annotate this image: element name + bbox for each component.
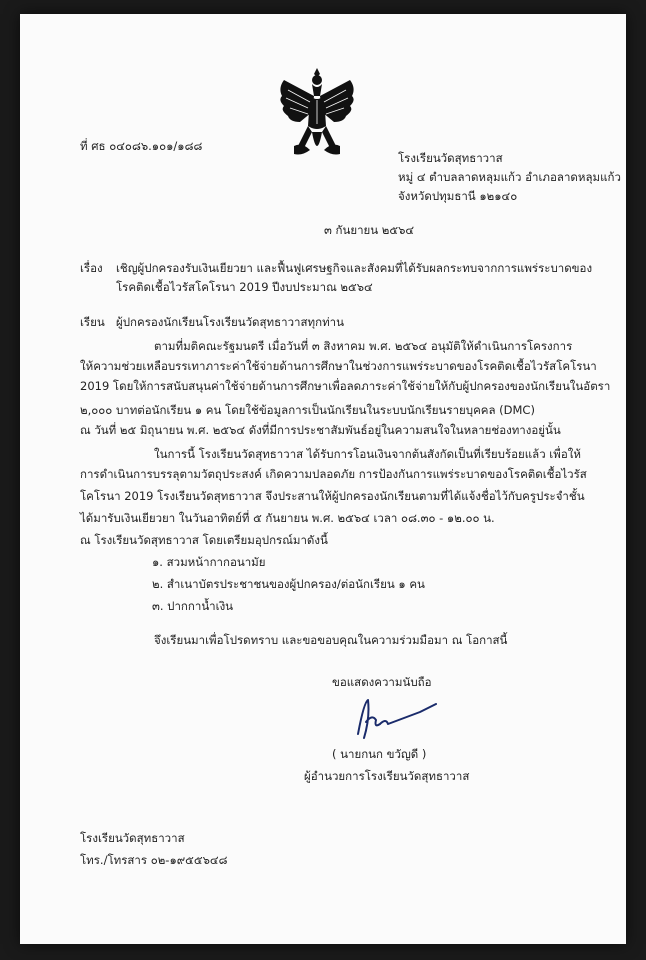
to-recipient: ผู้ปกครองนักเรียนโรงเรียนวัดสุทธาวาสทุกท่าน — [116, 315, 344, 329]
para2-line: ณ โรงเรียนวัดสุทธาวาส โดยเตรียมอุปกรณ์มาดังนี้ — [80, 533, 328, 547]
item-list-entry: ๓. ปากกาน้ำเงิน — [152, 599, 234, 613]
signature-icon — [350, 694, 440, 742]
letter-page — [20, 14, 626, 944]
para1-line: ให้ความช่วยเหลือบรรเทาภาระค่าใช้จ่ายด้านการศึกษาในช่วงการแพร่ระบาดของโรคติดเชื้อไวรัสโคโรนา — [80, 359, 597, 373]
footer-school-name: โรงเรียนวัดสุทธาวาส — [80, 831, 185, 845]
sender-address-line2: จังหวัดปทุมธานี ๑๒๑๔๐ — [398, 189, 518, 203]
para1-line: ๒,๐๐๐ บาทต่อนักเรียน ๑ คน โดยใช้ข้อมูลการเป็นนักเรียนในระบบนักเรียนรายบุคคล (DMC) — [80, 403, 535, 417]
para1-line: ตามที่มติคณะรัฐมนตรี เมื่อวันที่ ๓ สิงหาคม พ.ศ. ๒๕๖๔ อนุมัติให้ดำเนินการโครงการ — [154, 339, 573, 353]
sender-school-name: โรงเรียนวัดสุทธาวาส — [398, 151, 503, 165]
item-list-entry: ๒. สำเนาบัตรประชาชนของผู้ปกครอง/ต่อนักเรียน ๑ คน — [152, 577, 425, 591]
to-label: เรียน — [80, 315, 105, 329]
item-list-entry: ๑. สวมหน้ากากอนามัย — [152, 555, 266, 569]
closing-sentence: จึงเรียนมาเพื่อโปรดทราบ และขอขอบคุณในความร่วมมือมา ณ โอกาสนี้ — [154, 633, 508, 647]
sender-address-line1: หมู่ ๔ ตำบลลาดหลุมแก้ว อำเภอลาดหลุมแก้ว — [398, 170, 621, 184]
subject-line2: โรคติดเชื้อไวรัสโคโรนา 2019 ปีงบประมาณ ๒๕๖๔ — [116, 280, 373, 294]
letter-date: ๓ กันยายน ๒๕๖๔ — [324, 223, 415, 237]
subject-label: เรื่อง — [80, 261, 103, 275]
para2-line: ได้มารับเงินเยียวยา ในวันอาทิตย์ที่ ๕ กันยายน พ.ศ. ๒๕๖๔ เวลา ๐๘.๓๐ - ๑๒.๐๐ น. — [80, 511, 495, 525]
footer-phone: โทร./โทรสาร ๐๒-๑๙๕๕๖๔๘ — [80, 853, 228, 867]
regards: ขอแสดงความนับถือ — [332, 675, 432, 689]
signer-title: ผู้อำนวยการโรงเรียนวัดสุทธาวาส — [304, 769, 470, 783]
para2-line: โคโรนา 2019 โรงเรียนวัดสุทธาวาส จึงประสานให้ผู้ปกครองนักเรียนตามที่ได้แจ้งชื่อไว้กับครูประจำชั้น — [80, 489, 585, 503]
para2-line: การดำเนินการบรรลุตามวัตถุประสงค์ เกิดความปลอดภัย การป้องกันการแพร่ระบาดของโรคติดเชื้อไวรัส — [80, 467, 587, 481]
para1-line: 2019 โดยให้การสนับสนุนค่าใช้จ่ายด้านการศึกษาเพื่อลดภาระค่าใช้จ่ายให้กับผู้ปกครองของนักเรียนในอัตรา — [80, 379, 611, 393]
garuda-emblem-icon — [276, 66, 358, 162]
para1-line: ณ วันที่ ๒๕ มิถุนายน พ.ศ. ๒๕๖๔ ดังที่มีการประชาสัมพันธ์อยู่ในความสนใจในหลายช่องทางอยู่นั้น — [80, 423, 561, 437]
para2-line: ในการนี้ โรงเรียนวัดสุทธาวาส ได้รับการโอนเงินจากต้นสังกัดเป็นที่เรียบร้อยแล้ว เพื่อให้ — [154, 447, 581, 461]
subject-line1: เชิญผู้ปกครองรับเงินเยียวยา และฟื้นฟูเศรษฐกิจและสังคมที่ได้รับผลกระทบจากการแพร่ระบาดของ — [116, 261, 593, 275]
reference-number: ที่ ศธ ๐๔๐๘๖.๑๐๑/๑๘๘ — [80, 139, 203, 153]
signer-name: ( นายกนก ขวัญดี ) — [332, 747, 427, 761]
